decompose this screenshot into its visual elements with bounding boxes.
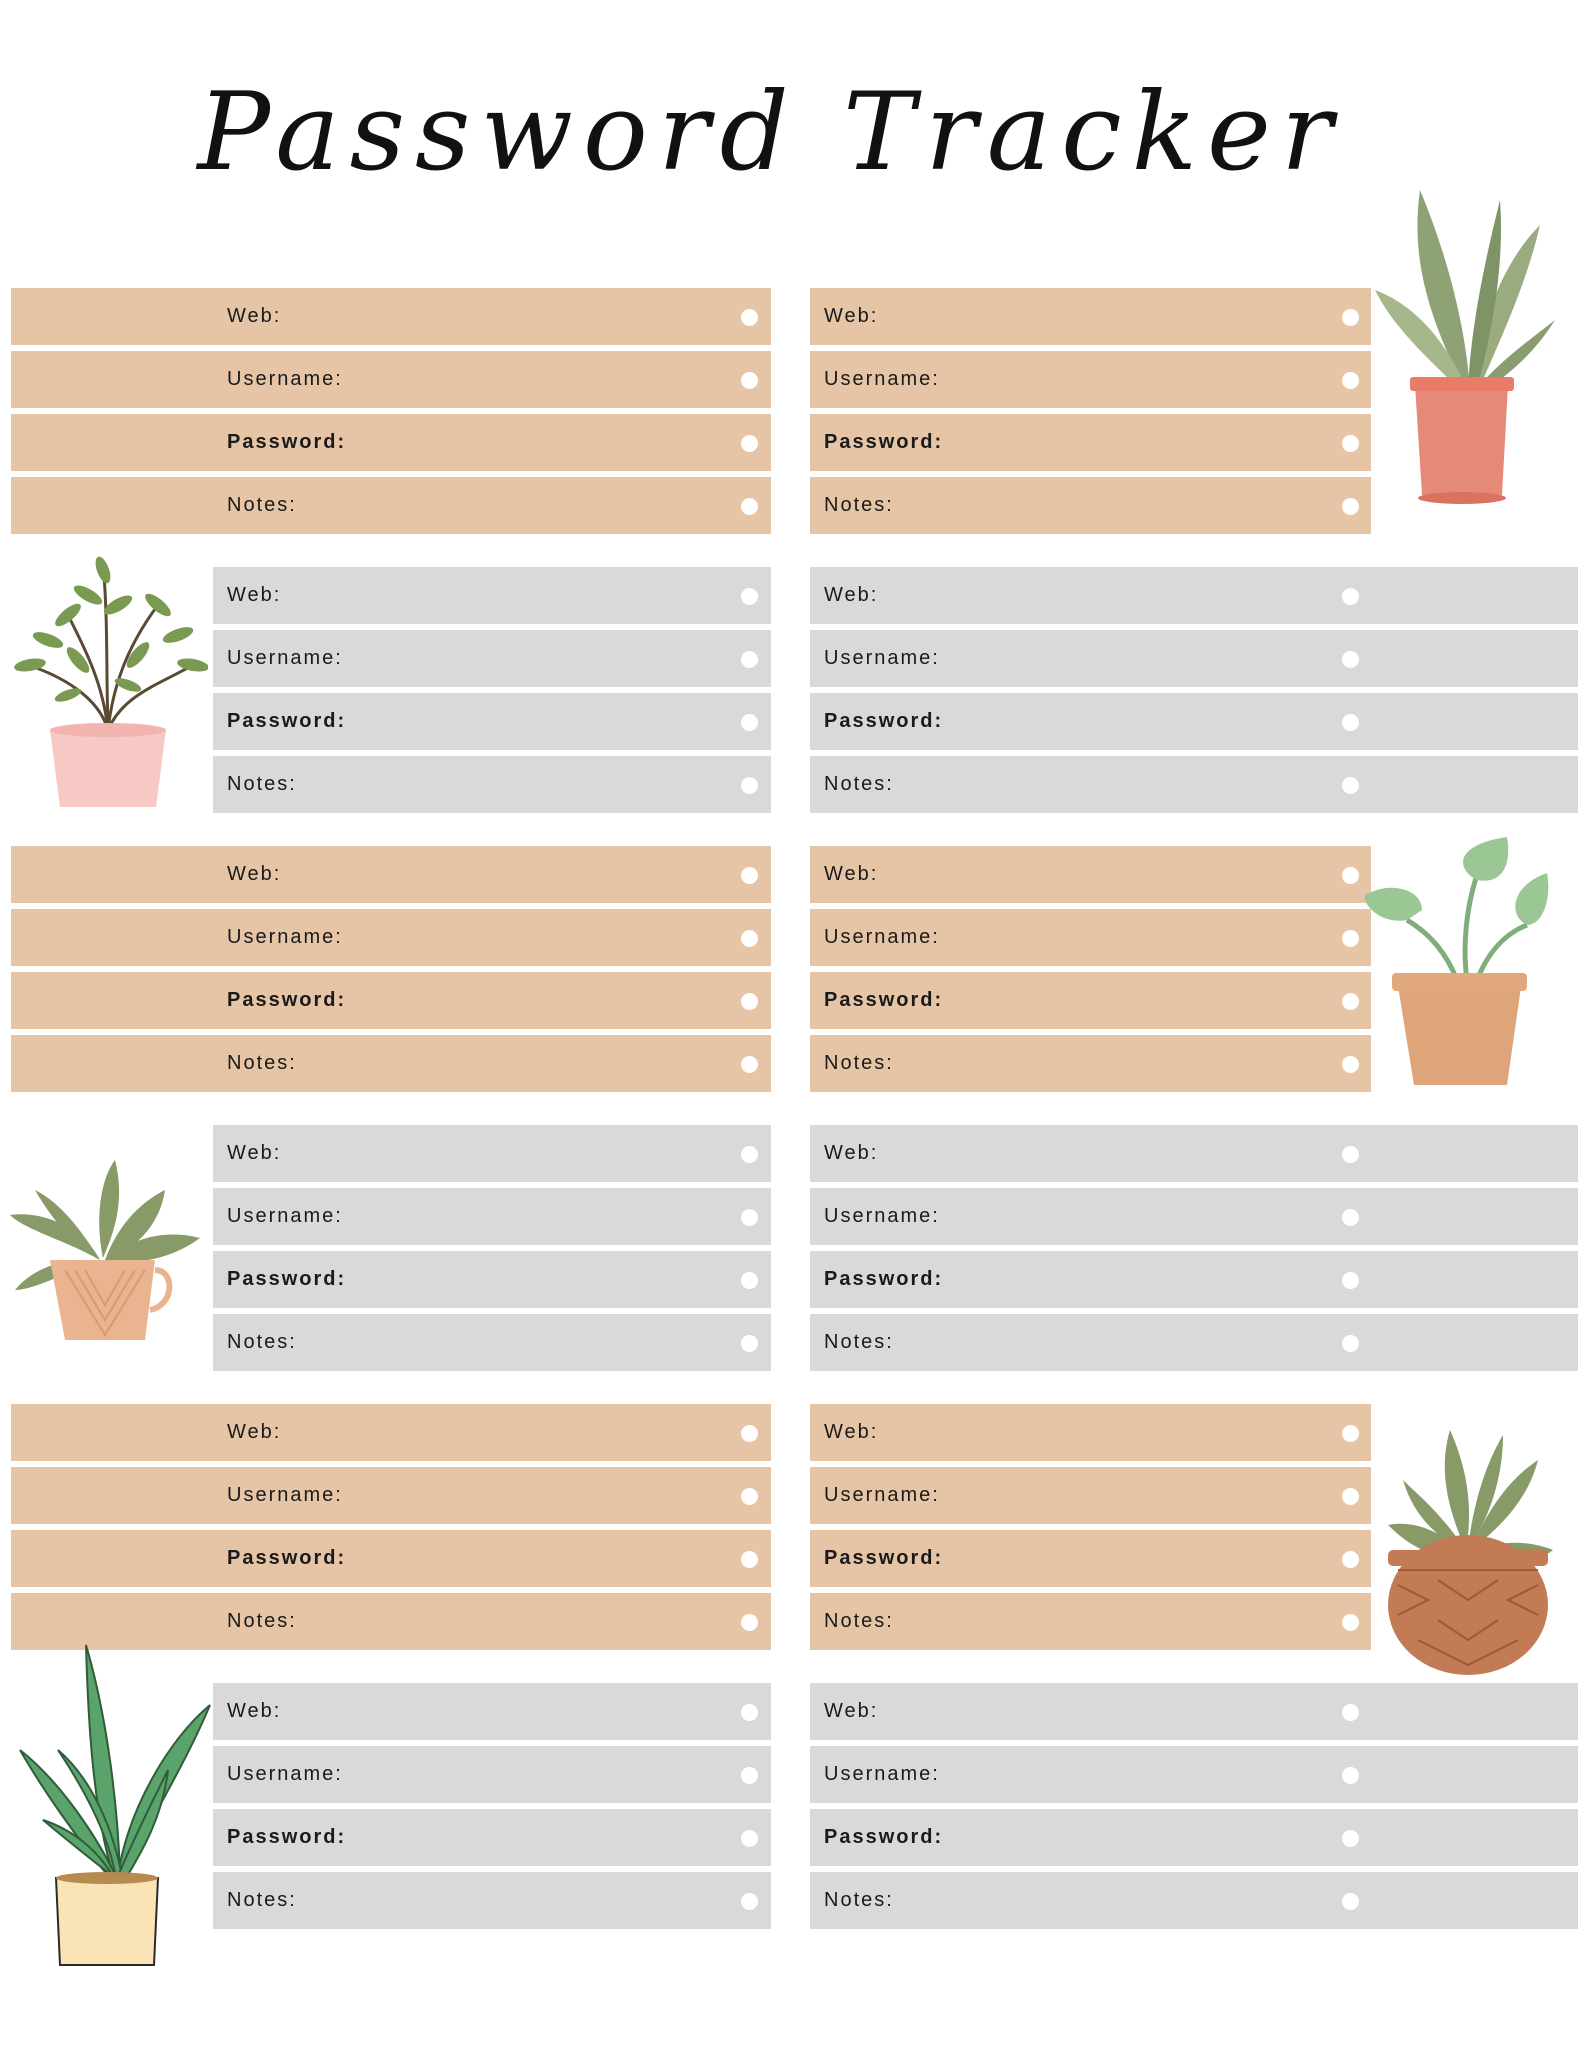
username-row[interactable] xyxy=(810,1746,1578,1803)
dot-icon xyxy=(741,714,758,731)
username-label: Username: xyxy=(227,647,343,669)
password-label: Password: xyxy=(227,1826,347,1848)
dot-icon xyxy=(741,993,758,1010)
username-label: Username: xyxy=(227,1205,343,1227)
password-label: Password: xyxy=(824,710,944,732)
dot-icon xyxy=(1342,993,1359,1010)
dot-icon xyxy=(741,435,758,452)
notes-row[interactable] xyxy=(810,1314,1578,1371)
password-row[interactable] xyxy=(810,693,1578,750)
dot-icon xyxy=(1342,1551,1359,1568)
dot-icon xyxy=(741,309,758,326)
dot-icon xyxy=(741,1056,758,1073)
olive-tree-icon xyxy=(8,545,208,815)
dot-icon xyxy=(741,1767,758,1784)
username-row[interactable] xyxy=(11,909,771,966)
password-row[interactable] xyxy=(810,972,1371,1029)
dot-icon xyxy=(741,1146,758,1163)
monstera-icon xyxy=(1362,835,1562,1095)
password-row[interactable] xyxy=(810,1530,1371,1587)
notes-label: Notes: xyxy=(824,1331,894,1353)
username-label: Username: xyxy=(824,1484,940,1506)
username-label: Username: xyxy=(824,1763,940,1785)
password-label: Password: xyxy=(227,1268,347,1290)
dot-icon xyxy=(1342,930,1359,947)
dot-icon xyxy=(741,1209,758,1226)
entry-6 xyxy=(810,846,1371,1092)
username-row[interactable] xyxy=(810,1188,1578,1245)
username-label: Username: xyxy=(227,1763,343,1785)
password-row[interactable] xyxy=(810,414,1371,471)
aloe-icon xyxy=(18,1640,218,1970)
notes-row[interactable] xyxy=(213,756,771,813)
notes-label: Notes: xyxy=(824,773,894,795)
dot-icon xyxy=(1342,1488,1359,1505)
dot-icon xyxy=(741,1488,758,1505)
username-label: Username: xyxy=(227,368,343,390)
notes-row[interactable] xyxy=(11,1035,771,1092)
dot-icon xyxy=(741,372,758,389)
notes-label: Notes: xyxy=(227,494,297,516)
dot-icon xyxy=(1342,1767,1359,1784)
dot-icon xyxy=(1342,1425,1359,1442)
username-row[interactable] xyxy=(810,1467,1371,1524)
web-row[interactable] xyxy=(810,567,1578,624)
dot-icon xyxy=(741,1704,758,1721)
notes-label: Notes: xyxy=(227,1331,297,1353)
notes-row[interactable] xyxy=(213,1314,771,1371)
dot-icon xyxy=(741,498,758,515)
dot-icon xyxy=(741,1893,758,1910)
entry-10 xyxy=(810,1404,1371,1650)
password-row[interactable] xyxy=(213,1251,771,1308)
password-label: Password: xyxy=(824,1268,944,1290)
dot-icon xyxy=(1342,1146,1359,1163)
notes-row[interactable] xyxy=(810,756,1578,813)
username-row[interactable] xyxy=(213,1746,771,1803)
notes-row[interactable] xyxy=(810,477,1371,534)
entry-12 xyxy=(810,1683,1578,1929)
dot-icon xyxy=(1342,1704,1359,1721)
web-label: Web: xyxy=(227,1421,282,1443)
dot-icon xyxy=(1342,1893,1359,1910)
password-row[interactable] xyxy=(213,1809,771,1866)
entry-2 xyxy=(810,288,1371,534)
password-row[interactable] xyxy=(11,972,771,1029)
snake-plant-icon xyxy=(1370,170,1560,510)
dot-icon xyxy=(1342,435,1359,452)
web-row[interactable] xyxy=(213,1683,771,1740)
username-label: Username: xyxy=(227,1484,343,1506)
dot-icon xyxy=(741,930,758,947)
dot-icon xyxy=(1342,867,1359,884)
notes-label: Notes: xyxy=(824,1610,894,1632)
username-label: Username: xyxy=(824,368,940,390)
password-label: Password: xyxy=(824,431,944,453)
web-row[interactable] xyxy=(213,1125,771,1182)
web-label: Web: xyxy=(824,863,879,885)
dot-icon xyxy=(1342,1830,1359,1847)
web-label: Web: xyxy=(227,305,282,327)
dot-icon xyxy=(741,1614,758,1631)
password-label: Password: xyxy=(824,1547,944,1569)
notes-label: Notes: xyxy=(824,1889,894,1911)
dot-icon xyxy=(741,867,758,884)
web-row[interactable] xyxy=(11,1404,771,1461)
dot-icon xyxy=(1342,1335,1359,1352)
password-row[interactable] xyxy=(11,1530,771,1587)
dot-icon xyxy=(741,651,758,668)
password-label: Password: xyxy=(227,1547,347,1569)
password-row[interactable] xyxy=(213,693,771,750)
username-row[interactable] xyxy=(11,1467,771,1524)
dot-icon xyxy=(1342,714,1359,731)
web-label: Web: xyxy=(227,1700,282,1722)
entry-9 xyxy=(11,1404,771,1650)
username-row[interactable] xyxy=(213,630,771,687)
username-label: Username: xyxy=(227,926,343,948)
entry-11 xyxy=(213,1683,771,1929)
entry-8 xyxy=(810,1125,1578,1371)
username-row[interactable] xyxy=(213,1188,771,1245)
web-label: Web: xyxy=(227,863,282,885)
dot-icon xyxy=(1342,1272,1359,1289)
page-title: Password Tracker xyxy=(197,70,1343,195)
web-row[interactable] xyxy=(810,288,1371,345)
notes-row[interactable] xyxy=(810,1035,1371,1092)
password-label: Password: xyxy=(227,431,347,453)
web-row[interactable] xyxy=(11,846,771,903)
dot-icon xyxy=(741,777,758,794)
dot-icon xyxy=(741,1335,758,1352)
web-label: Web: xyxy=(824,305,879,327)
dot-icon xyxy=(1342,498,1359,515)
web-label: Web: xyxy=(824,1142,879,1164)
password-label: Password: xyxy=(824,1826,944,1848)
web-row[interactable] xyxy=(810,846,1371,903)
web-label: Web: xyxy=(227,584,282,606)
basket-plant-icon xyxy=(1378,1400,1558,1680)
dot-icon xyxy=(741,588,758,605)
password-row[interactable] xyxy=(810,1251,1578,1308)
username-label: Username: xyxy=(824,1205,940,1227)
dot-icon xyxy=(1342,777,1359,794)
web-label: Web: xyxy=(824,584,879,606)
username-label: Username: xyxy=(824,926,940,948)
username-row[interactable] xyxy=(11,351,771,408)
password-row[interactable] xyxy=(810,1809,1578,1866)
dot-icon xyxy=(1342,1209,1359,1226)
notes-row[interactable] xyxy=(213,1872,771,1929)
password-label: Password: xyxy=(227,989,347,1011)
notes-label: Notes: xyxy=(824,1052,894,1074)
username-row[interactable] xyxy=(810,630,1578,687)
web-row[interactable] xyxy=(810,1683,1578,1740)
dot-icon xyxy=(741,1425,758,1442)
entry-7 xyxy=(213,1125,771,1371)
dot-icon xyxy=(1342,1614,1359,1631)
entry-1 xyxy=(11,288,771,534)
web-row[interactable] xyxy=(11,288,771,345)
web-row[interactable] xyxy=(810,1125,1578,1182)
dot-icon xyxy=(1342,309,1359,326)
password-row[interactable] xyxy=(11,414,771,471)
web-row[interactable] xyxy=(213,567,771,624)
entry-4 xyxy=(810,567,1578,813)
web-label: Web: xyxy=(824,1421,879,1443)
password-label: Password: xyxy=(227,710,347,732)
dot-icon xyxy=(741,1551,758,1568)
notes-label: Notes: xyxy=(824,494,894,516)
notes-row[interactable] xyxy=(810,1593,1371,1650)
web-row[interactable] xyxy=(810,1404,1371,1461)
dot-icon xyxy=(1342,651,1359,668)
dot-icon xyxy=(1342,588,1359,605)
notes-label: Notes: xyxy=(227,1610,297,1632)
username-label: Username: xyxy=(824,647,940,669)
notes-row[interactable] xyxy=(810,1872,1578,1929)
web-label: Web: xyxy=(227,1142,282,1164)
dot-icon xyxy=(741,1830,758,1847)
dot-icon xyxy=(1342,372,1359,389)
notes-label: Notes: xyxy=(227,1052,297,1074)
username-row[interactable] xyxy=(810,351,1371,408)
entry-3 xyxy=(213,567,771,813)
notes-row[interactable] xyxy=(11,477,771,534)
notes-label: Notes: xyxy=(227,773,297,795)
pothos-icon xyxy=(5,1120,205,1350)
web-label: Web: xyxy=(824,1700,879,1722)
notes-label: Notes: xyxy=(227,1889,297,1911)
dot-icon xyxy=(1342,1056,1359,1073)
username-row[interactable] xyxy=(810,909,1371,966)
password-label: Password: xyxy=(824,989,944,1011)
dot-icon xyxy=(741,1272,758,1289)
entry-5 xyxy=(11,846,771,1092)
